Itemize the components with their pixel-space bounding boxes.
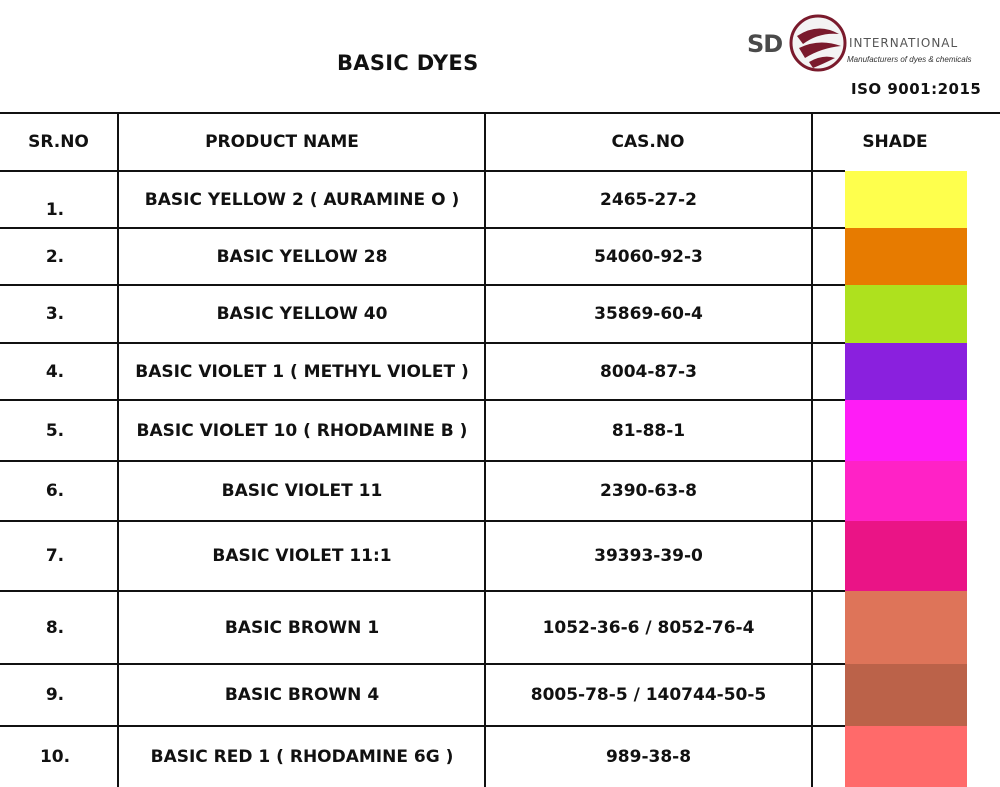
cell-cas-no: 2465-27-2: [600, 189, 697, 210]
shade-swatch: [845, 285, 967, 343]
cell-sr-no: 8.: [45, 617, 65, 638]
cell-cas-no: 81-88-1: [611, 420, 686, 441]
cell-sr-no: 4.: [45, 361, 65, 382]
cell-sr-no: 9.: [45, 685, 65, 705]
company-logo: [745, 12, 985, 107]
shade-swatch: [845, 171, 967, 228]
logo-brand: SD: [747, 30, 783, 58]
cell-sr-no: 10.: [39, 746, 71, 767]
cell-sr-no: 3.: [45, 304, 65, 324]
page-title: BASIC DYES: [337, 51, 479, 75]
cell-cas-no: 989-38-8: [605, 746, 692, 767]
shade-swatch: [845, 726, 967, 787]
header-cas-no: CAS.NO: [611, 132, 685, 152]
cell-cas-no: 8005-78-5 / 140744-50-5: [530, 685, 767, 705]
shade-swatch: [845, 228, 967, 285]
cell-cas-no: 54060-92-3: [594, 246, 703, 267]
iso-certification: ISO 9001:2015: [851, 80, 982, 98]
shade-swatch: [845, 400, 967, 461]
cell-product-name: BASIC YELLOW 40: [216, 304, 388, 324]
cell-sr-no: 2.: [45, 246, 65, 267]
shade-swatch: [845, 343, 967, 400]
cell-product-name: BASIC VIOLET 1 ( METHYL VIOLET ): [135, 361, 469, 382]
cell-cas-no: 2390-63-8: [600, 481, 697, 501]
cell-product-name: BASIC BROWN 4: [224, 685, 380, 705]
shade-swatch: [845, 664, 967, 726]
shade-swatch: [845, 461, 967, 521]
cell-product-name: BASIC VIOLET 10 ( RHODAMINE B ): [136, 420, 468, 441]
shade-swatch: [845, 521, 967, 591]
cell-product-name: BASIC YELLOW 2 ( AURAMINE O ): [144, 189, 460, 210]
cell-cas-no: 39393-39-0: [594, 546, 703, 566]
cell-sr-no: 5.: [45, 420, 65, 441]
logo-tagline: Manufacturers of dyes & chemicals: [847, 55, 972, 64]
cell-sr-no: 7.: [45, 546, 65, 566]
cell-cas-no: 35869-60-4: [594, 304, 703, 324]
cell-sr-no: 1.: [45, 200, 65, 220]
header-sr-no: SR.NO: [28, 132, 89, 152]
cell-product-name: BASIC RED 1 ( RHODAMINE 6G ): [150, 746, 454, 767]
cell-product-name: BASIC VIOLET 11:1: [212, 546, 392, 566]
cell-cas-no: 8004-87-3: [600, 361, 697, 382]
column-divider: [811, 113, 813, 787]
cell-product-name: BASIC VIOLET 11: [221, 481, 383, 501]
cell-product-name: BASIC YELLOW 28: [216, 246, 388, 267]
header-product-name: PRODUCT NAME: [205, 132, 359, 152]
shade-swatch: [845, 591, 967, 664]
cell-product-name: BASIC BROWN 1: [224, 617, 380, 638]
cell-cas-no: 1052-36-6 / 8052-76-4: [542, 617, 755, 638]
globe-icon: [789, 14, 847, 72]
column-divider: [117, 113, 119, 787]
cell-sr-no: 6.: [45, 481, 65, 501]
header-shade: SHADE: [862, 132, 928, 152]
logo-name: INTERNATIONAL: [849, 36, 959, 50]
